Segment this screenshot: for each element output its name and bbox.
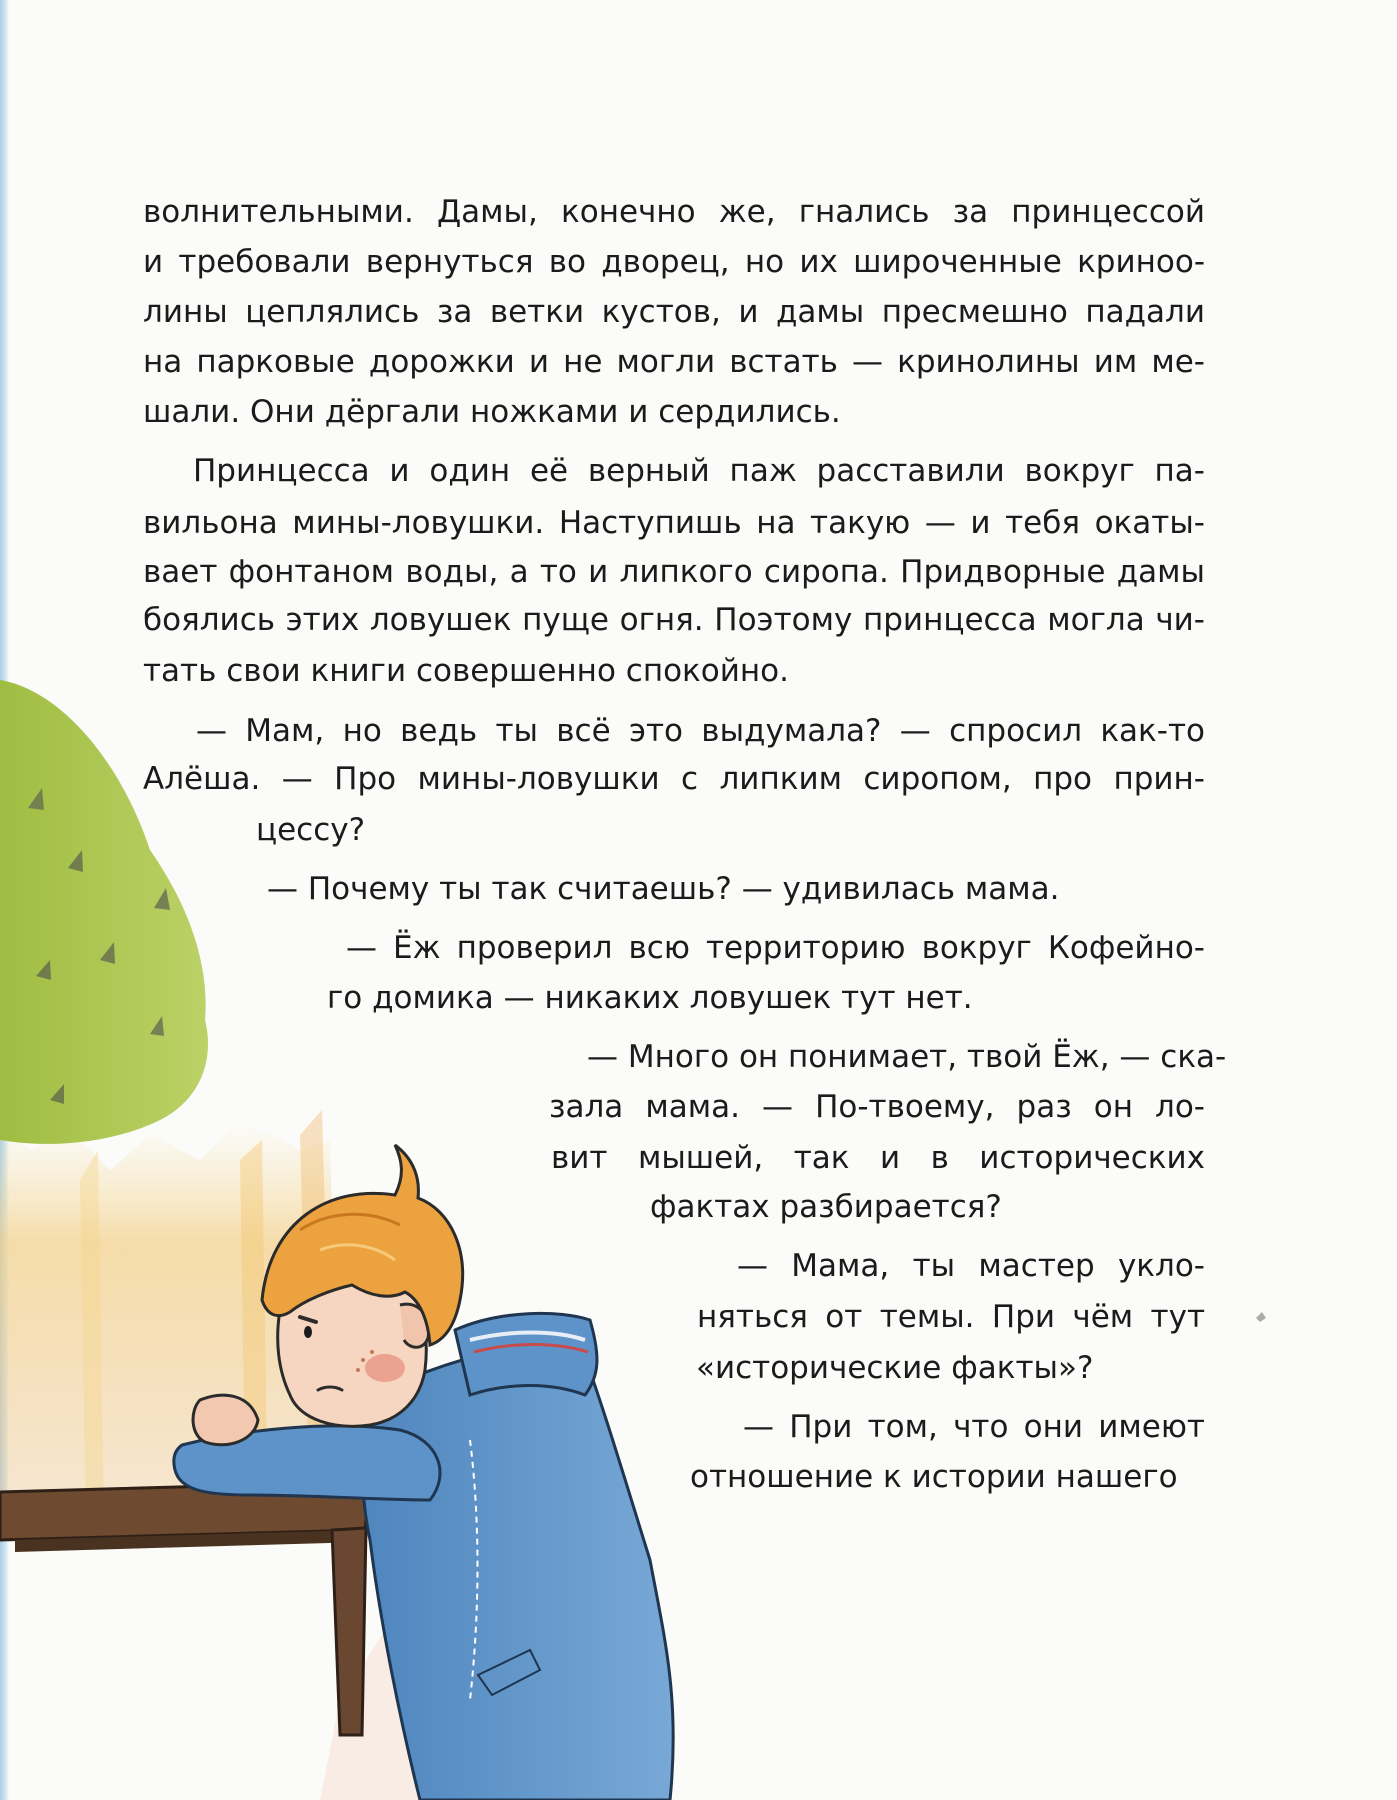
text-line: отношение к истории нашего [690,1459,1178,1495]
text-line: вильона мины-ловушки. Наступишь на такую — и тебя окаты- [143,505,1205,541]
text-line: вит мышей, так и в исторических [551,1140,1205,1176]
text-line: — Ёж проверил всю территорию вокруг Кофейно- [346,930,1205,966]
text-line: — Мам, но ведь ты всё это выдумала? — спросил как-то [196,713,1205,749]
text-line: волнительными. Дамы, конечно же, гнались за принцессой [143,194,1205,230]
text-line: Принцесса и один её верный паж расставили вокруг па- [193,453,1205,489]
text-line: го домика — никаких ловушек тут нет. [327,980,973,1016]
text-line: вает фонтаном воды, а то и липкого сиропа. Придворные дамы [143,554,1205,590]
text-line: няться от темы. При чём тут [697,1299,1205,1335]
text-line: фактах разбирается? [650,1189,1002,1225]
text-line: цессу? [256,812,366,848]
text-line: и требовали вернуться во дворец, но их широченные криноо- [143,244,1205,280]
text-line: Алёша. — Про мины-ловушки с липким сиропом, про прин- [143,761,1205,797]
text-line: — Мама, ты мастер укло- [737,1248,1205,1284]
text-line: на парковые дорожки и не могли встать — кринолины им ме- [143,344,1205,380]
text-line: тать свои книги совершенно спокойно. [143,653,789,689]
text-line: — Почему ты так считаешь? — удивилась мама. [267,871,1060,907]
text-line: — Много он понимает, твой Ёж, — ска- [587,1039,1227,1075]
text-line: — При том, что они имеют [743,1409,1205,1445]
text-line: шали. Они дёргали ножками и сердились. [143,394,841,430]
text-line: лины цеплялись за ветки кустов, и дамы пресмешно падали [143,294,1205,330]
text-line: зала мама. — По-твоему, раз он ло- [549,1089,1205,1125]
text-line: боялись этих ловушек пуще огня. Поэтому принцесса могла чи- [143,602,1205,638]
text-line: «исторические факты»? [696,1350,1094,1386]
